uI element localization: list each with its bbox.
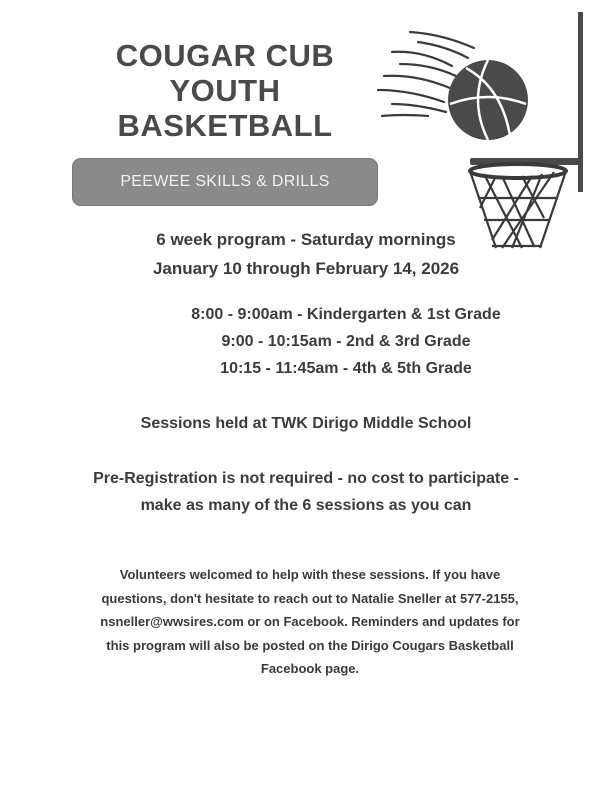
volunteer-line-5: Facebook page. bbox=[260, 661, 360, 676]
volunteer-line-4: this program will also be posted on the Dirigo Cougars Basketball bbox=[106, 637, 514, 653]
program-duration: 6 week program - Saturday mornings bbox=[156, 230, 456, 249]
title-line-3: BASKETBALL bbox=[117, 108, 333, 143]
registration-line-1: Pre-Registration is not required - no cost to participate - bbox=[93, 470, 519, 487]
volunteer-line-2: questions, don't hesitate to reach out to Natalie Sneller at 577-2155, bbox=[101, 590, 519, 606]
program-banner bbox=[72, 158, 378, 206]
title-line-1: COUGAR CUB bbox=[115, 38, 335, 73]
session-location: Sessions held at TWK Dirigo Middle School bbox=[140, 415, 472, 432]
volunteer-line-1: Volunteers welcomed to help with these sessions. If you have bbox=[119, 567, 501, 582]
program-dates: January 10 through February 14, 2026 bbox=[152, 259, 460, 278]
title-line-2: YOUTH bbox=[169, 73, 281, 108]
schedule-2nd-3rd: 9:00 - 10:15am - 2nd & 3rd Grade bbox=[221, 333, 471, 350]
volunteer-line-3: nsneller@wwsires.com or on Facebook. Reminders and updates for bbox=[100, 614, 520, 629]
page-title bbox=[60, 38, 390, 143]
banner-label: PEEWEE SKILLS & DRILLS bbox=[120, 173, 330, 190]
schedule-4th-5th: 10:15 - 11:45am - 4th & 5th Grade bbox=[220, 360, 472, 377]
schedule-kindergarten-1st: 8:00 - 9:00am - Kindergarten & 1st Grade bbox=[191, 306, 501, 323]
volunteer-info bbox=[40, 563, 580, 681]
registration-line-2: make as many of the 6 sessions as you can bbox=[140, 497, 472, 514]
basketball-hoop-icon bbox=[372, 8, 604, 258]
